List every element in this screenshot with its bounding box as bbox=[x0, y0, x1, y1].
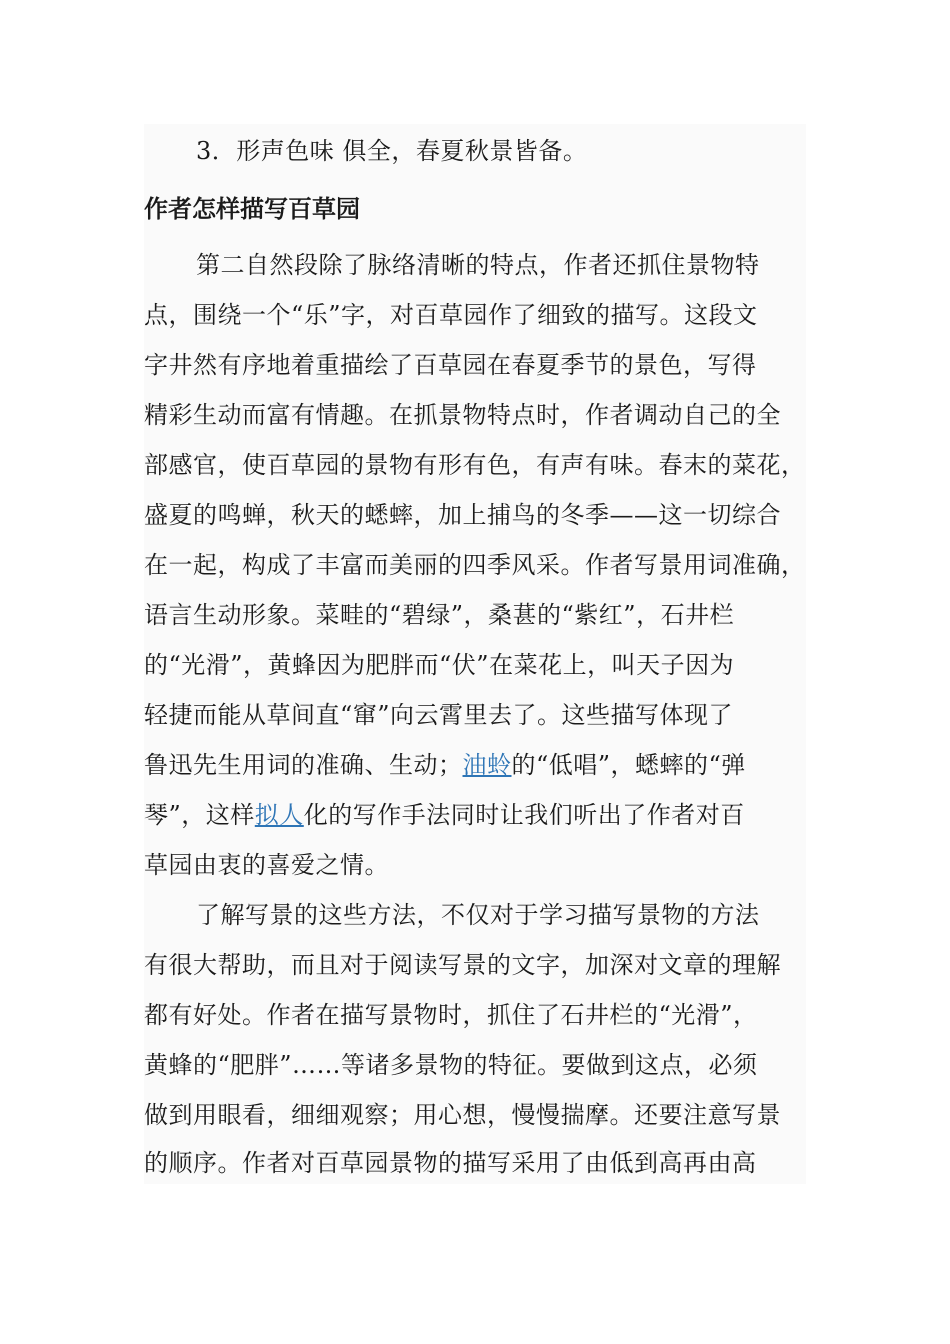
link-youling[interactable]: 油蛉 bbox=[462, 751, 512, 779]
line-text: 的“低唱”，蟋蟀的“弹 bbox=[511, 751, 746, 779]
line-text: 化的写作手法同时让我们听出了作者对百 bbox=[303, 801, 745, 829]
paragraph-1-line: 轻捷而能从草间直“窜”向云霄里去了。这些描写体现了 bbox=[144, 701, 734, 729]
line-text: 琴”，这样 bbox=[144, 801, 255, 829]
paragraph-2-line: 黄蜂的“肥胖”……等诸多景物的特征。要做到这点，必须 bbox=[144, 1051, 758, 1079]
list-item-3: 3．形声色味 俱全，春夏秋景皆备。 bbox=[196, 137, 588, 165]
paragraph-1-line-with-link bbox=[144, 750, 746, 780]
paragraph-2-line: 有很大帮助，而且对于阅读写景的文字，加深对文章的理解 bbox=[144, 951, 781, 979]
paragraph-1-line: 部感官，使百草园的景物有形有色，有声有味。春末的菜花， bbox=[144, 451, 806, 479]
paragraph-2-line: 做到用眼看，细细观察；用心想，慢慢揣摩。还要注意写景 bbox=[144, 1101, 781, 1129]
paragraph-1-line: 的“光滑”，黄蜂因为肥胖而“伏”在菜花上，叫天子因为 bbox=[144, 651, 735, 679]
paragraph-2-line: 都有好处。作者在描写景物时，抓住了石井栏的“光滑”， bbox=[144, 1001, 758, 1029]
paragraph-2-line: 了解写景的这些方法，不仅对于学习描写景物的方法 bbox=[196, 901, 760, 929]
paragraph-1-line: 草园由衷的喜爱之情。 bbox=[144, 851, 389, 879]
paragraph-1-line: 在一起，构成了丰富而美丽的四季风采。作者写景用词准确， bbox=[144, 551, 806, 579]
paragraph-1-line: 第二自然段除了脉络清晰的特点，作者还抓住景物特 bbox=[196, 251, 760, 279]
paragraph-1-line: 点，围绕一个“乐”字，对百草园作了细致的描写。这段文 bbox=[144, 301, 758, 329]
section-heading: 作者怎样描写百草园 bbox=[144, 195, 360, 223]
paragraph-1-line: 语言生动形象。菜畦的“碧绿”，桑葚的“紫红”，石井栏 bbox=[144, 601, 735, 629]
paragraph-1-line: 精彩生动而富有情趣。在抓景物特点时，作者调动自己的全 bbox=[144, 401, 781, 429]
link-personification[interactable]: 拟人 bbox=[254, 801, 304, 829]
paragraph-1-line-with-link bbox=[144, 800, 745, 830]
paragraph-2-line: 的顺序。作者对百草园景物的描写采用了由低到高再由高 bbox=[144, 1149, 757, 1177]
paragraph-1-line: 字井然有序地着重描绘了百草园在春夏季节的景色，写得 bbox=[144, 351, 757, 379]
line-text: 鲁迅先生用词的准确、生动； bbox=[144, 751, 463, 779]
paragraph-1-line: 盛夏的鸣蝉，秋天的蟋蟀，加上捕鸟的冬季——这一切综合 bbox=[144, 501, 781, 529]
